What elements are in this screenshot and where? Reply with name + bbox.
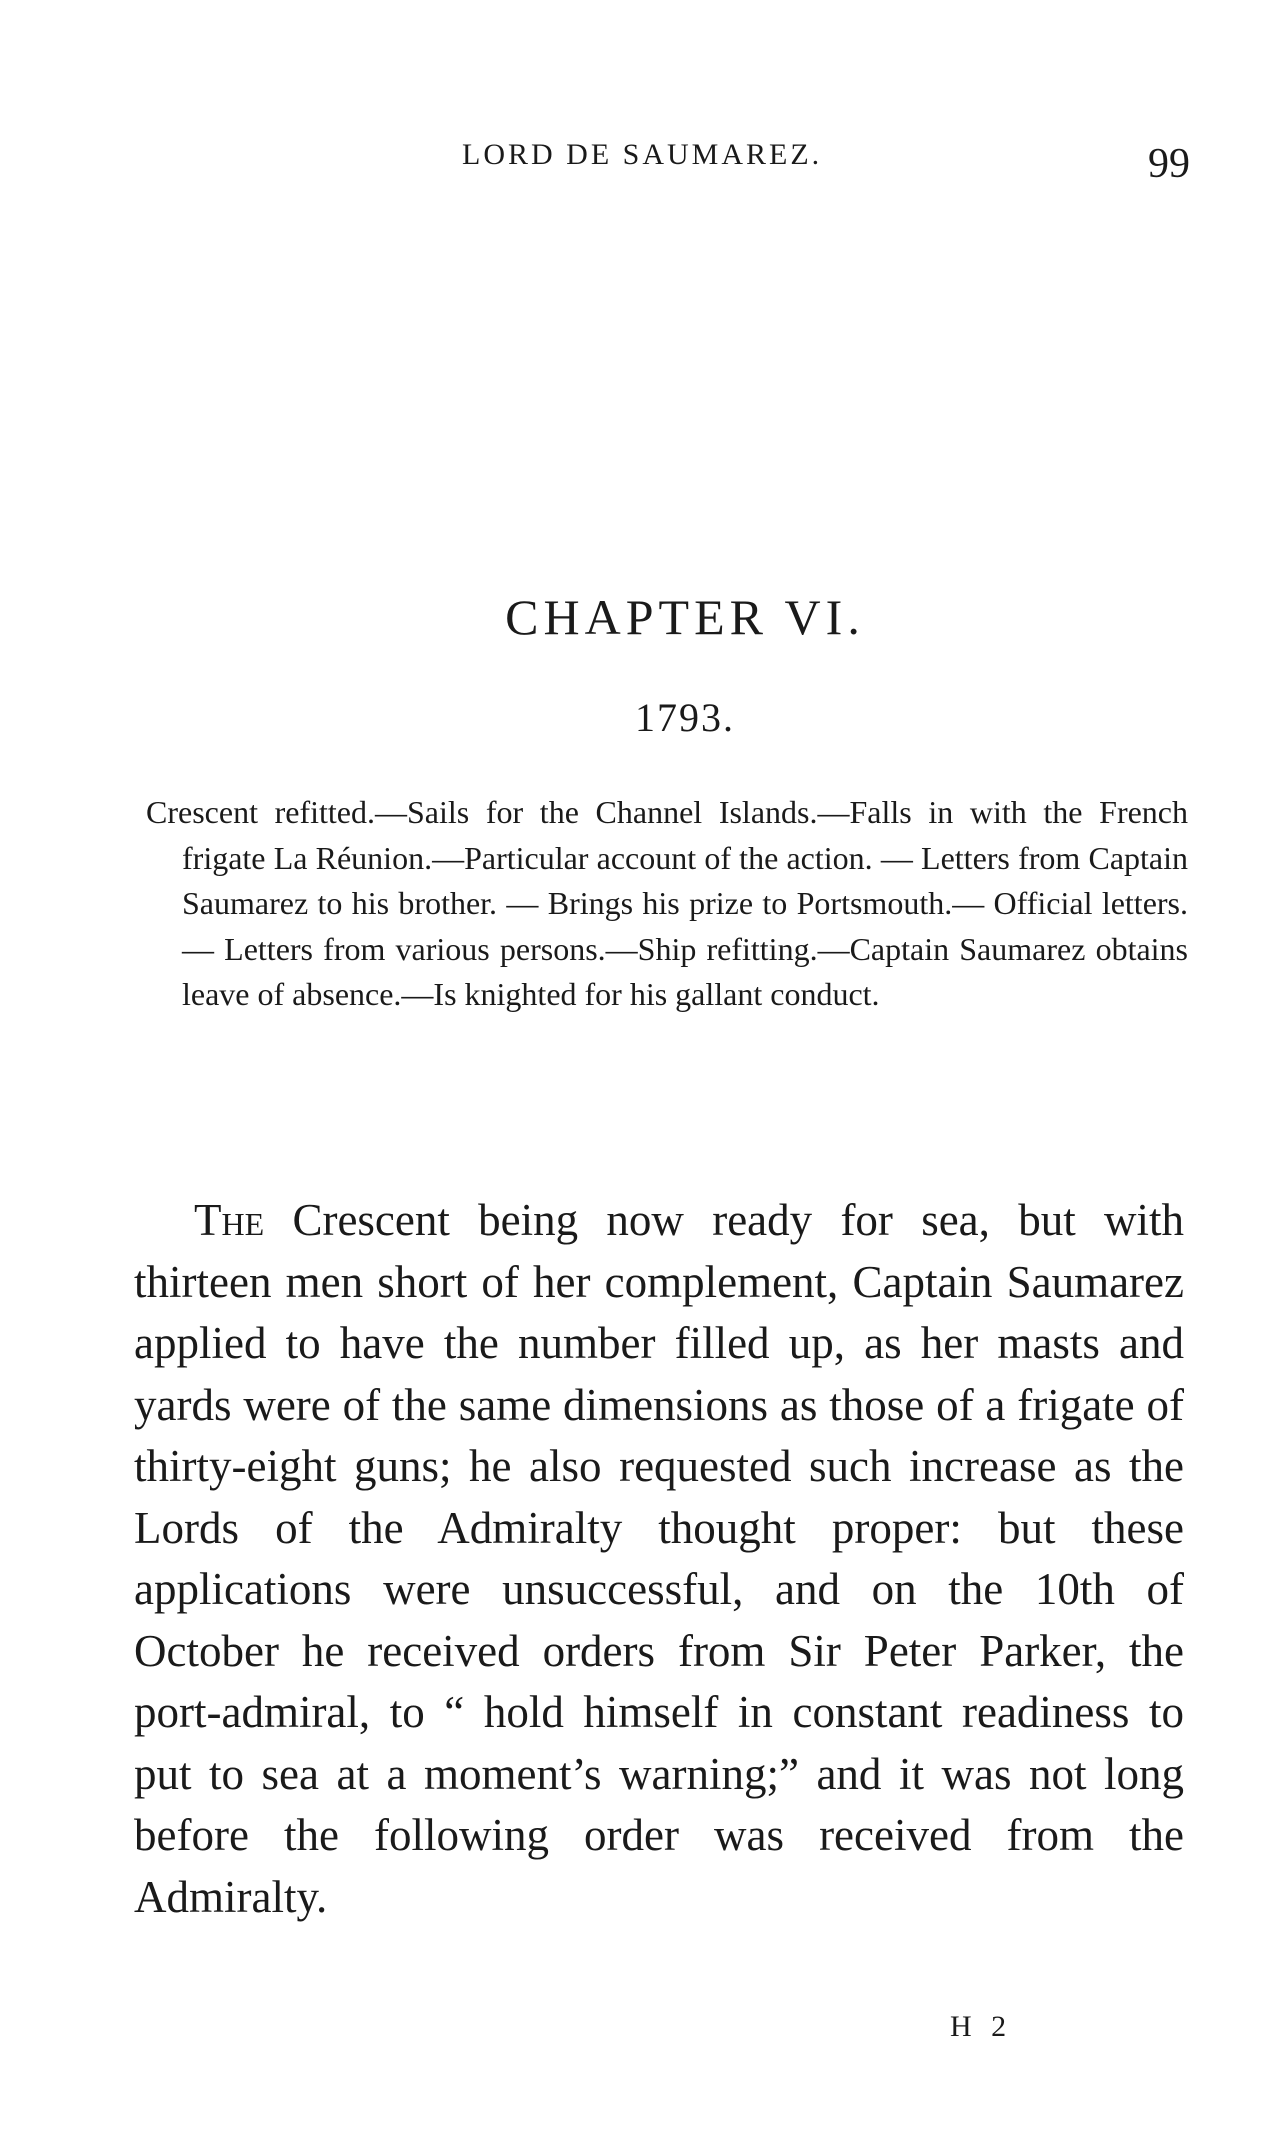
chapter-summary [146, 790, 1188, 1018]
running-title: LORD DE SAUMAREZ. [462, 138, 823, 171]
page-number: 99 [1148, 141, 1190, 187]
signature-mark: H 2 [950, 2010, 1013, 2043]
chapter-title: CHAPTER VI. [505, 589, 865, 645]
chapter-summary-text: Crescent refitted.—Sails for the Channel Islands.—Falls in with the French frigate La Réunion.—Particular account of the action. — Letters from Captain Saumarez to his brother. — Brings his prize to Portsmouth.— Official letters.— Letters from various persons.—Ship refitting.—Captain Saumarez obtains leave of absence.—Is knighted for his gallant conduct. [146, 794, 1188, 1012]
body-paragraph-text: Crescent being now ready for sea, but with thirteen men short of her complement, Captain Saumarez applied to have the number filled up, as her masts and yards were of the same dimensions as those of a frigate of thirty-eight guns; he also requested such increase as the Lords of the Admiralty thought proper: but these applications were unsuccessful, and on the 10th of October he received orders from Sir Peter Parker, the port-admiral, to “ hold himself in constant readiness to put to sea at a moment’s warning;” and it was not long before the following order was received from the Admiralty. [134, 1195, 1184, 1922]
lead-word: The [194, 1195, 265, 1245]
chapter-year: 1793. [635, 695, 735, 740]
body-paragraph [134, 1190, 1184, 1928]
